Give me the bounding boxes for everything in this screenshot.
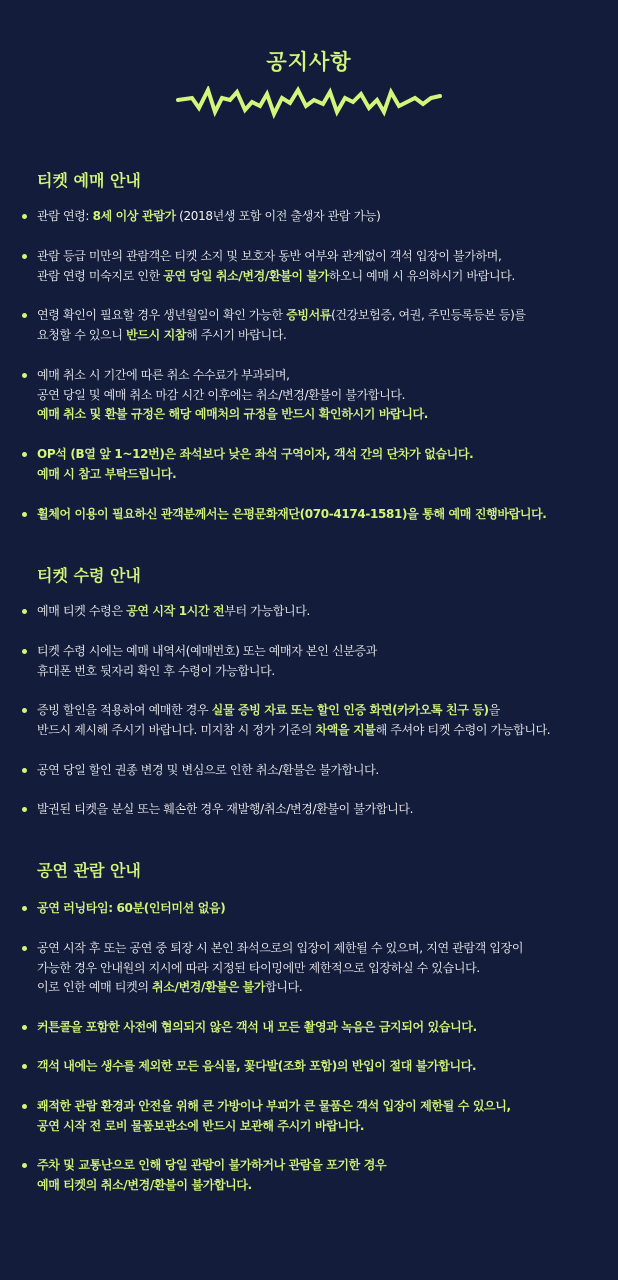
item-text bbox=[37, 445, 473, 484]
plain-text: 공연 당일 할인 권종 변경 및 변심으로 인한 취소/환불은 불가합니다. bbox=[37, 763, 379, 777]
plain-text: 해 주시기 바랍니다. bbox=[186, 327, 287, 342]
text-line bbox=[37, 465, 473, 485]
text-line bbox=[37, 939, 523, 959]
plain-text: 예매 티켓의 취소/변경/환불이 불가합니다. bbox=[37, 1177, 252, 1192]
text-line bbox=[37, 1097, 511, 1117]
plain-text: 예매 티켓 수령은 bbox=[37, 604, 127, 618]
text-line bbox=[37, 267, 515, 287]
plain-text: (건강보험증, 여권, 주민등록등본 등)를 bbox=[331, 308, 526, 322]
bullet-icon bbox=[22, 1064, 27, 1069]
item-text bbox=[37, 642, 377, 681]
item-text bbox=[37, 1057, 476, 1077]
bullet-icon bbox=[22, 214, 27, 219]
section-title: 공연 관람 안내 bbox=[37, 861, 141, 880]
bullet-icon bbox=[22, 1104, 27, 1109]
text-line bbox=[37, 642, 377, 662]
bullet-icon bbox=[22, 649, 27, 654]
bullet-icon bbox=[22, 1025, 27, 1030]
plain-text: (2018년생 포함 이전 출생자 관람 가능) bbox=[175, 209, 381, 223]
plain-text: 예매 취소 시 기간에 따른 취소 수수료가 부과되며, bbox=[37, 368, 290, 382]
highlight-text: 공연 시작 1시간 전 bbox=[126, 604, 225, 618]
highlight-text: 차액을 지불 bbox=[315, 722, 376, 737]
highlight-text: 공연 당일 취소/변경/환불이 불가 bbox=[163, 268, 329, 283]
text-line bbox=[37, 800, 413, 820]
text-line bbox=[37, 602, 310, 622]
text-line bbox=[37, 701, 550, 721]
bullet-icon bbox=[22, 1163, 27, 1168]
item-text bbox=[37, 1156, 386, 1195]
plain-text: 주차 및 교통난으로 인해 당일 관람이 불가하거나 관람을 포기한 경우 bbox=[37, 1158, 387, 1172]
plain-text: 하오니 예매 시 유의하시기 바랍니다. bbox=[328, 268, 515, 283]
text-line bbox=[37, 386, 428, 406]
bullet-icon bbox=[22, 946, 27, 951]
text-line bbox=[37, 326, 526, 346]
plain-text: 티켓 수령 시에는 예매 내역서(예매번호) 또는 예매자 본인 신분증과 bbox=[37, 644, 377, 658]
plain-text: 연령 확인이 필요할 경우 생년월일이 확인 가능한 bbox=[37, 308, 287, 322]
bullet-icon bbox=[22, 452, 27, 457]
item-text bbox=[37, 366, 428, 425]
text-line bbox=[37, 978, 523, 998]
plain-text: 부터 가능합니다. bbox=[224, 604, 310, 618]
item-text bbox=[37, 899, 225, 919]
item-text bbox=[37, 761, 379, 781]
text-line bbox=[37, 445, 473, 465]
plain-text: 요청할 수 있으니 bbox=[37, 327, 127, 342]
plain-text: 관람 등급 미만의 관람객은 티켓 소지 및 보호자 동반 여부와 관계없이 객석 입장이 불가하며, bbox=[37, 249, 502, 263]
zigzag-decoration-icon bbox=[175, 86, 443, 122]
plain-text: 합니다. bbox=[265, 980, 303, 994]
plain-text: 휠체어 이용이 필요하신 관객분께서는 은평문화재단(070-4174-1581)을 통해 예매 진행바랍니다. bbox=[37, 507, 547, 521]
text-line bbox=[37, 959, 523, 979]
bullet-icon bbox=[22, 313, 27, 318]
plain-text: 발권된 티켓을 분실 또는 훼손한 경우 재발행/취소/변경/환불이 불가합니다. bbox=[37, 802, 414, 816]
plain-text: 공연 당일 및 예매 취소 마감 시간 이후에는 취소/변경/환불이 불가합니다. bbox=[37, 387, 406, 402]
text-line bbox=[37, 899, 225, 919]
plain-text: 관람 연령 미숙지로 인한 bbox=[37, 268, 164, 283]
text-line bbox=[37, 721, 550, 741]
bullet-icon bbox=[22, 708, 27, 713]
plain-text: 객석 내에는 생수를 제외한 모든 음식물, 꽃다발(조화 포함)의 반입이 절대 불가합니다. bbox=[37, 1059, 477, 1073]
item-text bbox=[37, 1018, 477, 1038]
text-line bbox=[37, 405, 428, 425]
text-line bbox=[37, 366, 428, 386]
bullet-icon bbox=[22, 768, 27, 773]
plain-text: 휴대폰 번호 뒷자리 확인 후 수령이 가능합니다. bbox=[37, 663, 275, 678]
text-line bbox=[37, 662, 377, 682]
item-text bbox=[37, 306, 526, 345]
plain-text: 을 bbox=[488, 703, 500, 717]
text-line bbox=[37, 1176, 386, 1196]
bullet-icon bbox=[22, 254, 27, 259]
highlight-text: 실물 증빙 자료 또는 할인 인증 화면(카카오톡 친구 등) bbox=[211, 703, 489, 717]
item-text bbox=[37, 800, 413, 820]
item-text bbox=[37, 505, 547, 525]
plain-text: 관람 연령: bbox=[37, 209, 93, 223]
plain-text: OP석 (B열 앞 1~12번)은 좌석보다 낮은 좌석 구역이자, 객석 간의 단차가 없습니다. bbox=[37, 447, 474, 461]
plain-text: 공연 시작 후 또는 공연 중 퇴장 시 본인 좌석으로의 입장이 제한될 수 있으며, 지연 관람객 입장이 bbox=[37, 941, 524, 955]
text-line bbox=[37, 761, 379, 781]
text-line bbox=[37, 1117, 511, 1137]
plain-text: 해 주셔야 티켓 수령이 가능합니다. bbox=[375, 722, 551, 737]
bullet-icon bbox=[22, 609, 27, 614]
text-line bbox=[37, 207, 380, 227]
plain-text: 공연 러닝타임: 60분(인터미션 없음) bbox=[37, 901, 226, 915]
item-text bbox=[37, 939, 523, 998]
text-line bbox=[37, 1156, 386, 1176]
highlight-text: 8세 이상 관람가 bbox=[92, 209, 176, 223]
item-text bbox=[37, 701, 550, 740]
item-text bbox=[37, 247, 515, 286]
plain-text: 쾌적한 관람 환경과 안전을 위해 큰 가방이나 부피가 큰 물품은 객석 입장이 제한될 수 있으니, bbox=[37, 1099, 511, 1113]
text-line bbox=[37, 247, 515, 267]
page-title: 공지사항 bbox=[266, 50, 352, 74]
plain-text: 증빙 할인을 적용하여 예매한 경우 bbox=[37, 703, 212, 717]
text-line bbox=[37, 505, 547, 525]
highlight-text: 반드시 지참 bbox=[126, 327, 187, 342]
plain-text: 공연 시작 전 로비 물품보관소에 반드시 보관해 주시기 바랍니다. bbox=[37, 1118, 365, 1133]
item-text bbox=[37, 602, 310, 622]
bullet-icon bbox=[22, 906, 27, 911]
plain-text: 이로 인한 예매 티켓의 bbox=[37, 980, 153, 994]
highlight-text: 증빙서류 bbox=[286, 308, 332, 322]
item-text bbox=[37, 1097, 511, 1136]
highlight-text: 취소/변경/환불은 불가 bbox=[152, 980, 266, 994]
plain-text: 커튼콜을 포함한 사전에 협의되지 않은 객석 내 모든 촬영과 녹음은 금지되어 있습니다. bbox=[37, 1020, 477, 1034]
bullet-icon bbox=[22, 373, 27, 378]
text-line bbox=[37, 306, 526, 326]
bullet-icon bbox=[22, 807, 27, 812]
plain-text: 예매 시 참고 부탁드립니다. bbox=[37, 466, 177, 481]
text-line bbox=[37, 1057, 476, 1077]
bullet-icon bbox=[22, 512, 27, 517]
plain-text: 반드시 제시해 주시기 바랍니다. 미지참 시 정가 기준의 bbox=[37, 722, 316, 737]
section-title: 티켓 수령 안내 bbox=[37, 566, 141, 585]
plain-text: 가능한 경우 안내원의 지시에 따라 지정된 타이밍에만 제한적으로 입장하실 수 있습니다. bbox=[37, 960, 480, 975]
item-text bbox=[37, 207, 380, 227]
section-title: 티켓 예매 안내 bbox=[37, 171, 141, 190]
highlight-text: 예매 취소 및 환불 규정은 해당 예매처의 규정을 반드시 확인하시기 바랍니다. bbox=[37, 407, 428, 421]
text-line bbox=[37, 1018, 477, 1038]
